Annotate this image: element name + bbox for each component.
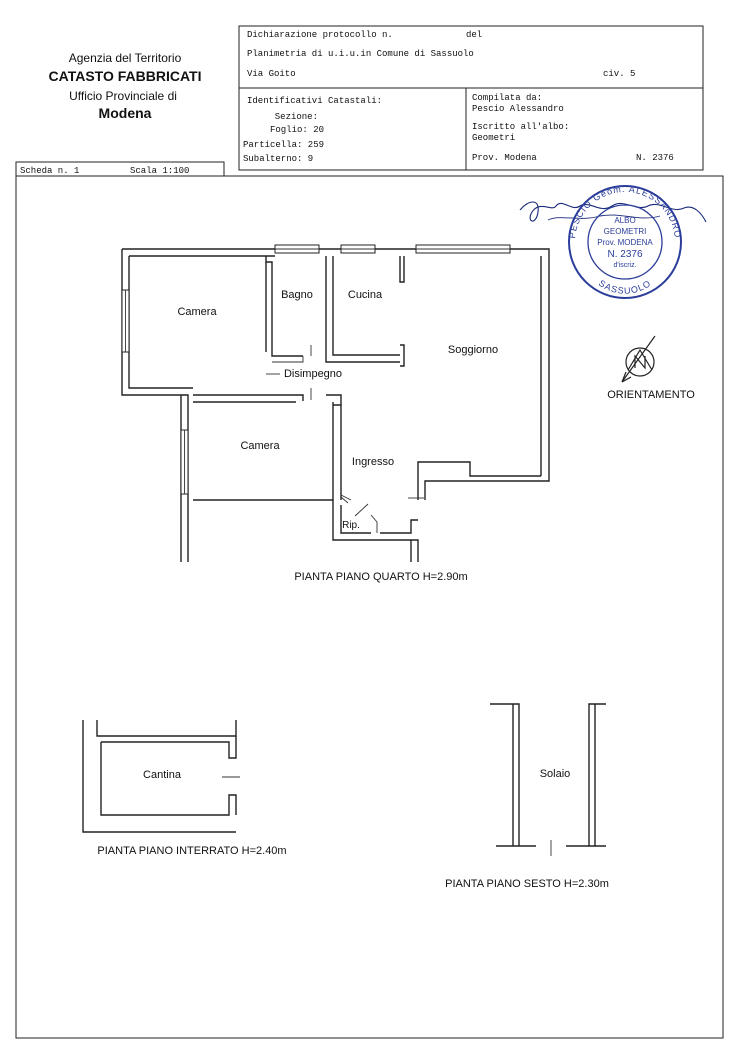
protocol-date-label: del (466, 30, 483, 40)
scale: Scala 1:100 (130, 166, 190, 176)
albo-type: Geometri (472, 133, 516, 143)
stamp-line-albo: ALBO (614, 216, 636, 225)
plan-fourth-floor (122, 245, 549, 562)
caption-fourth-floor: PIANTA PIANO QUARTO H=2.90m (294, 571, 468, 583)
orientation-label: ORIENTAMENTO (607, 389, 695, 401)
room-camera-1: Camera (177, 306, 217, 318)
compiler-name: Pescio Alessandro (472, 104, 564, 114)
stamp-ring-top: PESCIO Geom. ALESSANDRO (567, 183, 683, 240)
identifiers-title: Identificativi Catastali: (247, 96, 383, 106)
compiled-by-label: Compilata da: (472, 93, 543, 103)
agency-name: Agenzia del Territorio (68, 51, 182, 65)
room-cucina: Cucina (347, 289, 383, 301)
address: Via Goito (247, 69, 296, 79)
caption-sixth-floor: PIANTA PIANO SESTO H=2.30m (445, 878, 609, 890)
particella: Particella: 259 (243, 140, 325, 150)
planimetria-line: Planimetria di u.i.u.in Comune di Sassuolo (247, 49, 474, 59)
catasto-title: CATASTO FABBRICATI (48, 68, 202, 84)
stamp-line-geometri: GEOMETRI (603, 227, 647, 236)
stamp-line-number: N. 2376 (607, 249, 643, 260)
room-disimpegno: Disimpegno (283, 368, 343, 380)
stamp-line-iscriz: d'iscriz. (613, 262, 637, 269)
room-ripostiglio: Rip. (342, 520, 360, 531)
declaration-box (239, 26, 703, 88)
plan-sixth-floor (490, 704, 606, 856)
room-cantina: Cantina (143, 769, 181, 781)
subalterno: Subalterno: 9 (243, 154, 314, 164)
room-bagno: Bagno (281, 289, 313, 301)
scheda-box (16, 162, 224, 176)
room-solaio: Solaio (539, 768, 571, 780)
registration-number: N. 2376 (636, 153, 674, 163)
north-arrow-icon (622, 336, 655, 382)
identifiers-box (239, 88, 703, 170)
stamp-ring-bottom: SASSUOLO (596, 277, 654, 296)
ufficio-provinciale: Ufficio Provinciale di (69, 89, 177, 103)
caption-basement: PIANTA PIANO INTERRATO H=2.40m (97, 845, 287, 857)
agency-block (49, 51, 202, 121)
room-camera-2: Camera (240, 440, 280, 452)
room-ingresso: Ingresso (351, 456, 395, 468)
iscritto-label: Iscritto all'albo: (472, 122, 570, 132)
civic-number: civ. 5 (603, 69, 636, 79)
stamp-line-province: Prov. MODENA (597, 238, 653, 247)
room-soggiorno: Soggiorno (447, 344, 499, 356)
sezione: Sezione: (274, 112, 318, 122)
compiler-province: Prov. Modena (472, 153, 537, 163)
protocol-label: Dichiarazione protocollo n. (247, 30, 393, 40)
scheda-number: Scheda n. 1 (20, 166, 80, 176)
province-name: Modena (98, 105, 152, 121)
professional-stamp (567, 184, 683, 298)
foglio: Foglio: 20 (270, 125, 325, 135)
